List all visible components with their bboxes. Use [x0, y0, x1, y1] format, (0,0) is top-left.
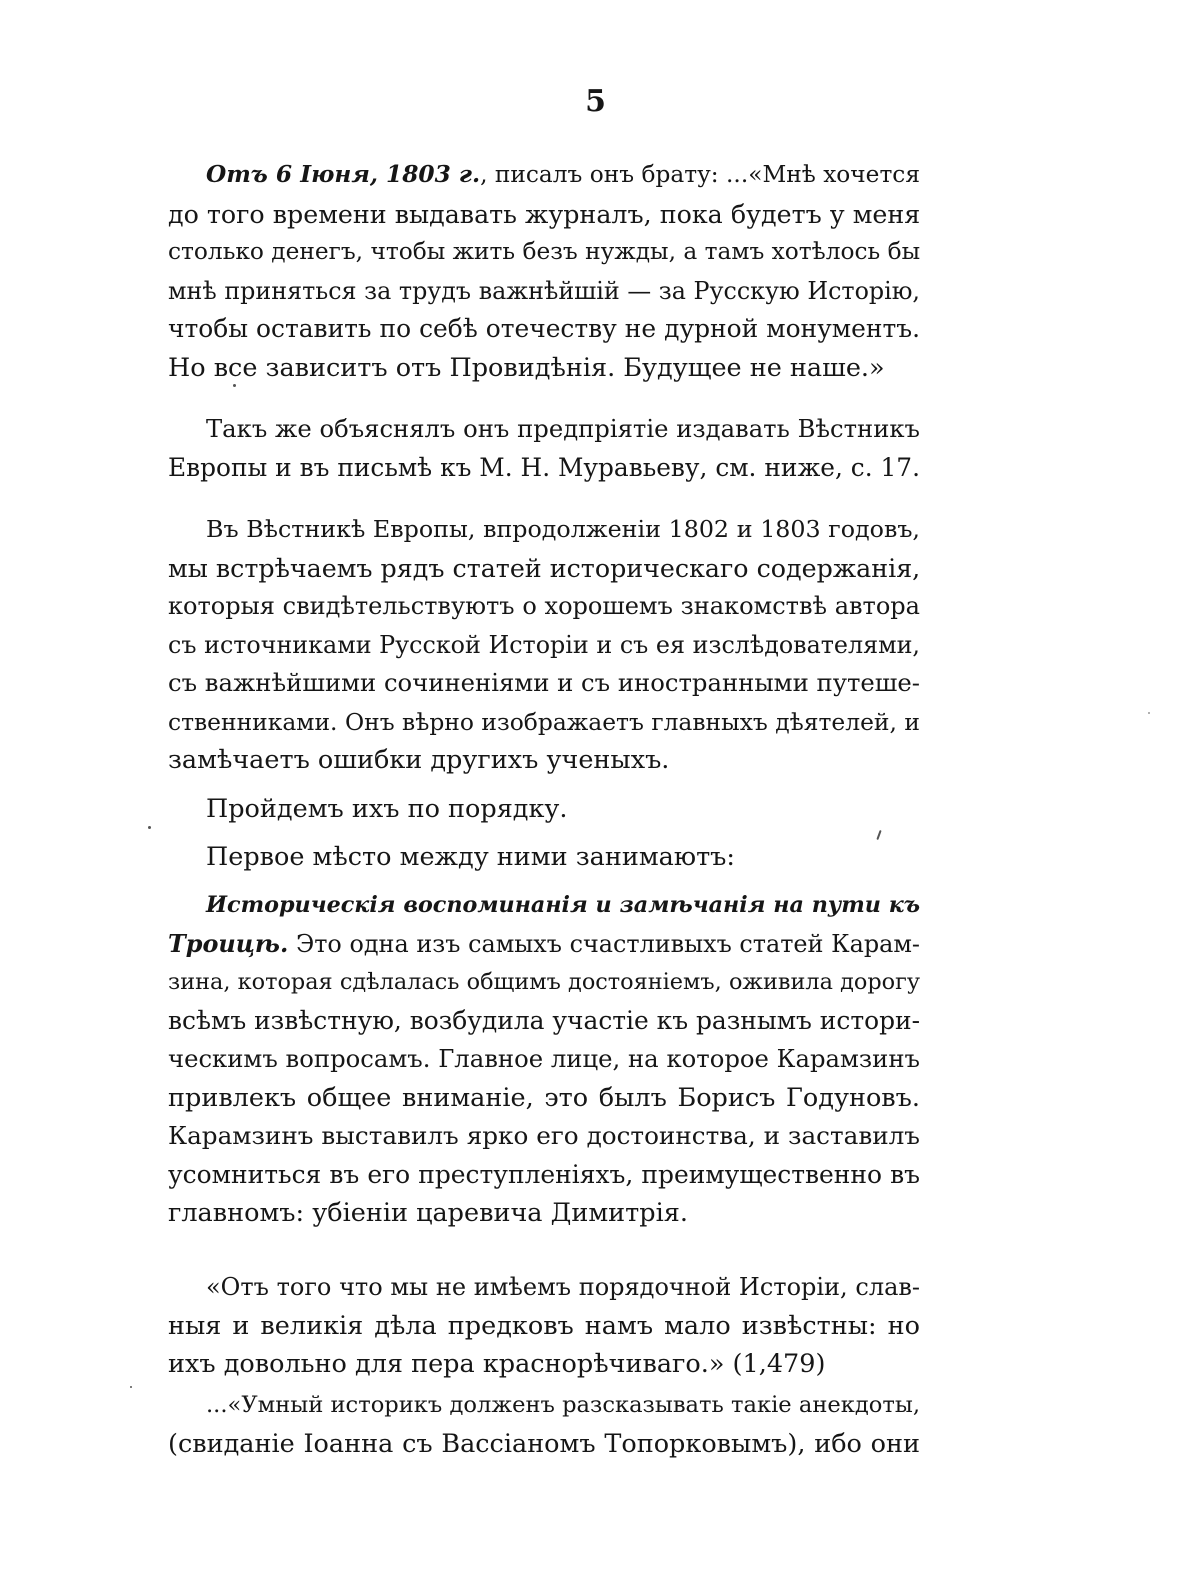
text-line: Карамзинъ выставилъ ярко его достоинства, и заставилъ [168, 1121, 920, 1150]
paragraph-first-place [168, 838, 920, 877]
text-line: чтобы оставить по себѣ отечеству не дурной монументъ. [168, 314, 920, 343]
text-line: ихъ довольно для пера краснорѣчиваго.» (1,479) [168, 1349, 826, 1379]
text-line: до того времени выдавать журналъ, пока будетъ у меня [168, 198, 921, 229]
text-line: Пройдемъ ихъ по порядку. [206, 794, 568, 824]
paragraph-in-order [168, 790, 920, 829]
scan-speck [233, 384, 236, 387]
text-line: которыя свидѣтельствуютъ о хорошемъ знакомствѣ автора [168, 592, 920, 620]
text-line: Отъ 6 Іюня, 1803 г., писалъ онъ брату: ...«Мнѣ хочется [206, 161, 920, 188]
text-line: Такъ же объяснялъ онъ предпріятіе издавать Вѣстникъ [206, 414, 920, 443]
page-number: 5 [585, 84, 606, 119]
scan-speck [148, 826, 151, 829]
article-title-italic: Историческія воспоминанія и замѣчанія на пути къ [206, 892, 920, 918]
text-line: мнѣ приняться за трудъ важнѣйшій — за Русскую Исторію, [168, 276, 920, 305]
text-line: привлекъ общее вниманіе, это былъ Борисъ Годуновъ. [168, 1082, 920, 1113]
text-line: Европы и въ письмѣ къ М. Н. Муравьеву, см. ниже, с. 17. [168, 452, 920, 482]
text-line: замѣчаетъ ошибки другихъ ученыхъ. [168, 745, 670, 775]
text-line: Первое мѣсто между ними занимаютъ: [206, 842, 736, 872]
text-line: Но все зависитъ отъ Провидѣнія. Будущее не наше.» [168, 352, 885, 383]
text-line: ...«Умный историкъ долженъ разсказывать такіе анекдоты, [206, 1392, 920, 1418]
text-line: усомниться въ его преступленіяхъ, преимущественно въ [168, 1159, 920, 1189]
scan-speck [130, 1386, 132, 1388]
text-line: ственниками. Онъ вѣрно изображаетъ главныхъ дѣятелей, и [168, 707, 920, 736]
text-line: Троицѣ. Это одна изъ самыхъ счастливыхъ статей Карам- [168, 929, 920, 958]
paragraph-quote-history [168, 1268, 920, 1384]
text-line: (свиданіе Іоанна съ Вассіаномъ Топорковымъ), ибо они [168, 1428, 920, 1459]
paragraph-quote-historian [168, 1386, 920, 1463]
paragraph-trinity-article [168, 886, 920, 1233]
text-line: «Отъ того что мы не имѣемъ порядочной Исторіи, слав- [206, 1273, 920, 1301]
paragraph-letter-1803 [168, 156, 920, 387]
text-line: ческимъ вопросамъ. Главное лице, на которое Карамзинъ [168, 1044, 920, 1073]
text-line: ныя и великія дѣла предковъ намъ мало извѣстны: но [168, 1310, 920, 1341]
text-line: главномъ: убіеніи царевича Димитрія. [168, 1198, 688, 1228]
date-italic: Отъ 6 Іюня, 1803 г. [206, 161, 481, 188]
article-title-italic: Троицѣ. [168, 929, 289, 958]
text-line: мы встрѣчаемъ рядъ статей историческаго содержанія, [168, 552, 921, 583]
scan-speck [1148, 712, 1150, 714]
text-line: всѣмъ извѣстную, возбудила участіе къ разнымъ истори- [168, 1005, 921, 1035]
paragraph-vestnik-purpose [168, 410, 920, 487]
text-line: съ важнѣйшими сочиненіями и съ иностранными путеше- [168, 668, 920, 697]
paragraph-historical-articles [168, 510, 920, 780]
text-line: съ источниками Русской Исторіи и съ ея изслѣдователями, [168, 630, 920, 659]
text-line: столько денегъ, чтобы жить безъ нужды, а тамъ хотѣлось бы [168, 238, 921, 265]
text-line: Въ Вѣстникѣ Европы, впродолженіи 1802 и 1803 годовъ, [206, 515, 920, 543]
text-line: зина, которая сдѣлалась общимъ достояніемъ, оживила дорогу [168, 969, 920, 995]
